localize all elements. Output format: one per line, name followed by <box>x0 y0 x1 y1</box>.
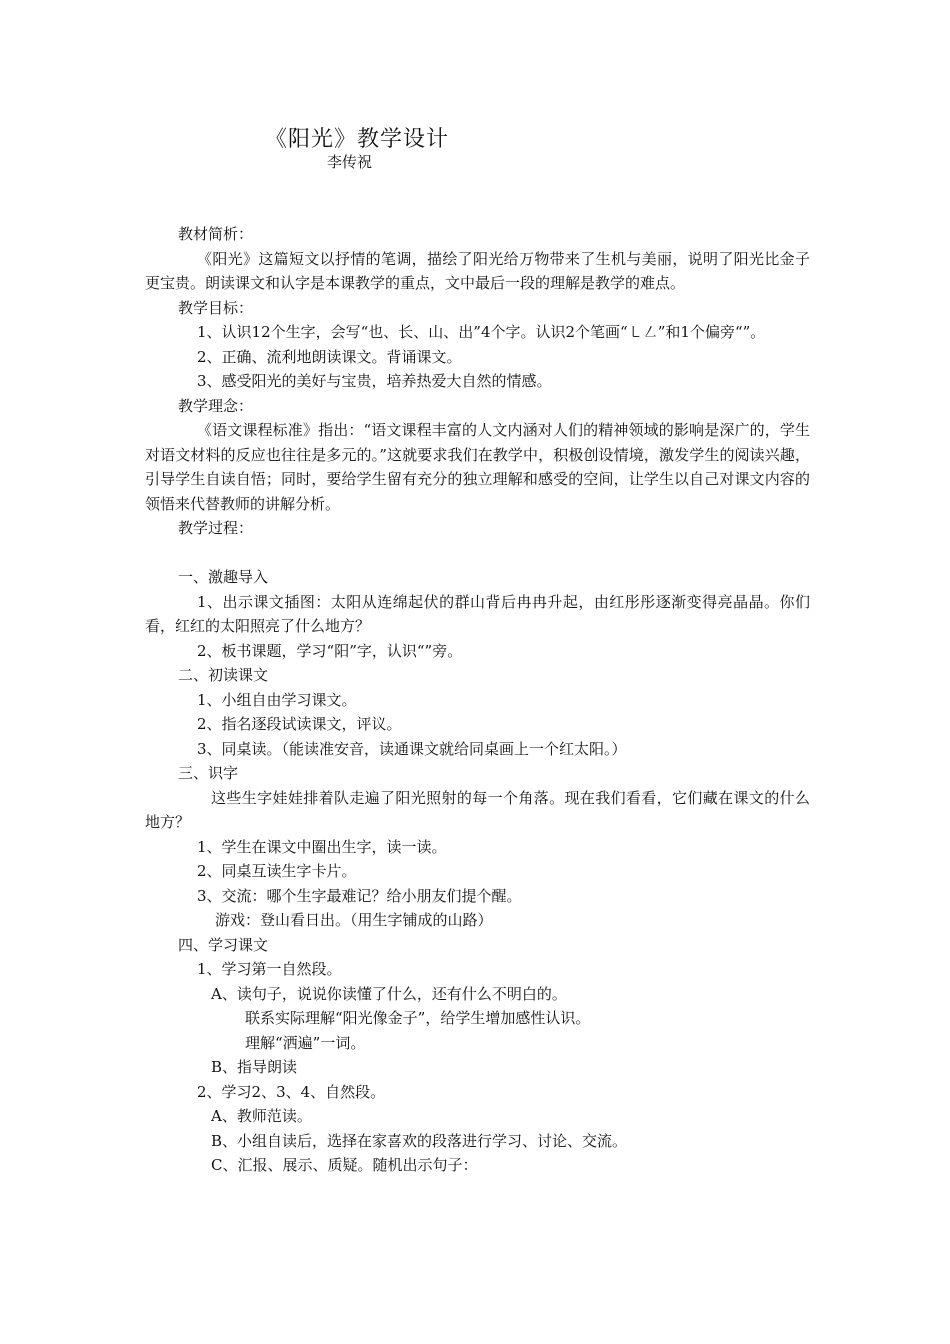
list-item: 2、板书课题，学习“阳”字，认识“”旁。 <box>197 641 463 660</box>
list-item: 1、出示课文插图：太阳从连绵起伏的群山背后冉冉升起，由红彤彤逐渐变得亮晶晶。你们看，红红的太阳照亮了什么地方？ <box>145 592 810 635</box>
blank-line <box>145 541 810 566</box>
step-heading: 二、初读课文 <box>178 666 269 684</box>
sub-item: B、小组自读后，选择在家喜欢的段落进行学习、讨论、交流。 <box>211 1131 628 1150</box>
list-item: 1、小组自由学习课文。 <box>197 690 357 709</box>
paragraph: 这些生字娃娃排着队走遍了阳光照射的每一个角落。现在我们看看，它们藏在课文的什么地方？ <box>145 788 810 831</box>
section-heading: 教学过程： <box>178 519 254 537</box>
list-item: 1、学生在课文中圈出生字，读一读。 <box>197 837 447 856</box>
paragraph: 《语文课程标准》指出：“语文课程丰富的人文内涵对人们的精神领域的影响是深广的，学生对语文材料的反应也往往是多元的。”这就要求我们在教学中，积极创设情境，激发学生的阅读兴趣，引导学生自读自悟；同时，要给学生留有充分的独立理解和感受的空间，让学生以自己对课文内容的领悟来代替教师的讲解分析。 <box>145 421 810 513</box>
sub-item-note: 理解“洒遍”一词。 <box>245 1033 366 1052</box>
list-item: 2、同桌互读生字卡片。 <box>197 862 357 880</box>
document-author: 李传祝 <box>327 153 373 171</box>
paragraph: 《阳光》这篇短文以抒情的笔调，描绘了阳光给万物带来了生机与美丽，说明了阳光比金子更宝贵。朗读课文和认字是本课教学的重点，文中最后一段的理解是教学的难点。 <box>145 249 810 292</box>
list-item: 2、学习2、3、4、自然段。 <box>197 1082 386 1101</box>
sub-item: A、读句子，说说你读懂了什么，还有什么不明白的。 <box>211 984 567 1003</box>
list-item: 3、同桌读。（能读准安音，读通课文就给同桌画上一个红太阳。） <box>197 739 627 758</box>
sub-item: B、指导朗读 <box>211 1058 298 1076</box>
section-heading: 教材简析： <box>178 225 254 243</box>
section-heading: 教学目标： <box>178 298 254 317</box>
list-item: 游戏：登山看日出。（用生字铺成的山路） <box>215 911 493 929</box>
list-item: 1、学习第一自然段。 <box>197 960 342 978</box>
sub-item: A、教师范读。 <box>211 1107 312 1125</box>
list-item: 3、感受阳光的美好与宝贵，培养热爱大自然的情感。 <box>197 372 552 390</box>
document-body <box>145 222 810 1178</box>
step-heading: 三、识字 <box>178 764 239 782</box>
section-heading: 教学理念： <box>178 396 254 415</box>
list-item: 2、指名逐段试读课文，评议。 <box>197 715 402 733</box>
list-item: 2、正确、流利地朗读课文。背诵课文。 <box>197 347 462 366</box>
list-item: 1、认识12个生字，会写“也、长、山、出”4个字。认识2个笔画“㇄㇜”和1个偏旁“”。 <box>197 323 766 341</box>
sub-item: C、汇报、展示、质疑。随机出示句子： <box>211 1156 478 1174</box>
document-title: 《阳光》教学设计 <box>265 127 450 152</box>
list-item: 3、交流：哪个生字最难记？给小朋友们提个醒。 <box>197 886 522 905</box>
step-heading: 一、激趣导入 <box>178 568 269 586</box>
step-heading: 四、学习课文 <box>178 935 269 954</box>
sub-item-note: 联系实际理解“阳光像金子”，给学生增加感性认识。 <box>245 1009 591 1027</box>
